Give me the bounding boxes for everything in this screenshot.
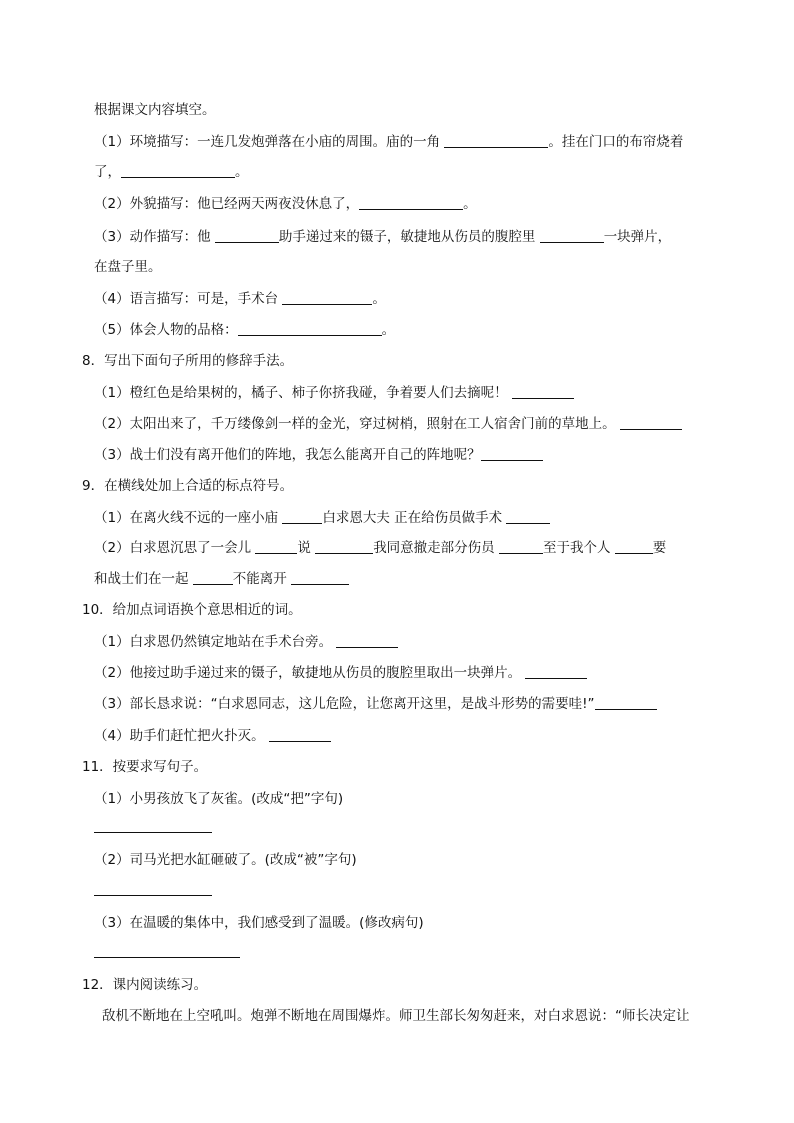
q12-title: 12．课内阅读练习。	[82, 977, 208, 993]
blank[interactable]	[540, 228, 604, 243]
q8-title: 8．写出下面句子所用的修辞手法。	[82, 353, 294, 369]
q7-item-1-cont: 了， 。	[94, 164, 249, 180]
q9-item-2-cont: 和战士们在一起 不能离开	[94, 569, 349, 589]
blank[interactable]	[499, 539, 543, 554]
q10-item-2: （2）他接过助手递过来的镊子，敏捷地从伤员的腹腔里取出一块弹片。	[94, 663, 587, 683]
q10-title: 10．给加点词语换个意思相近的词。	[82, 602, 302, 618]
blank[interactable]	[269, 727, 331, 742]
blank[interactable]	[291, 570, 349, 585]
intro-text: 根据课文内容填空。	[94, 102, 216, 118]
q11-item-1: （1）小男孩放飞了灰雀。(改成“把”字句)	[94, 791, 344, 807]
answer-line[interactable]	[94, 832, 212, 833]
answer-line[interactable]	[94, 895, 212, 896]
answer-line[interactable]	[94, 957, 240, 958]
q12-passage: 敌机不断地在上空吼叫。炮弹不断地在周围爆炸。师卫生部长匆匆赶来，对白求恩说：“师长决定让	[102, 1008, 690, 1024]
q8-item-1: （1）橙红色是给果树的，橘子、柿子你挤我碰，争着要人们去摘呢！	[94, 383, 574, 403]
blank[interactable]	[512, 384, 574, 399]
q10-item-3: （3）部长恳求说：“白求恩同志，这儿危险，让您离开这里，是战斗形势的需要哇!”	[94, 694, 657, 714]
q11-title: 11．按要求写句子。	[82, 759, 208, 775]
blank[interactable]	[193, 570, 233, 585]
blank[interactable]	[238, 321, 382, 336]
blank[interactable]	[615, 539, 653, 554]
q11-item-3: （3）在温暖的集体中，我们感受到了温暖。(修改病句)	[94, 915, 424, 931]
q11-item-2: （2）司马光把水缸砸破了。(改成“被”字句)	[94, 852, 357, 868]
blank[interactable]	[255, 539, 297, 554]
blank[interactable]	[282, 290, 372, 305]
blank[interactable]	[215, 228, 279, 243]
q7-item-5: （5）体会人物的品格： 。	[94, 322, 396, 338]
q9-title: 9．在横线处加上合适的标点符号。	[82, 478, 294, 494]
blank[interactable]	[315, 539, 373, 554]
blank[interactable]	[282, 509, 322, 524]
q7-item-3-cont: 在盘子里。	[94, 259, 162, 275]
blank[interactable]	[444, 133, 548, 148]
q10-item-1: （1）白求恩仍然镇定地站在手术台旁。	[94, 632, 398, 652]
q9-item-2: （2）白求恩沉思了一会儿 说 我同意撤走部分伤员 至于我个人 要	[94, 540, 667, 556]
blank[interactable]	[359, 195, 463, 210]
blank[interactable]	[525, 664, 587, 679]
blank[interactable]	[595, 695, 657, 710]
q8-item-2: （2）太阳出来了，千万缕像剑一样的金光，穿过树梢，照射在工人宿舍门前的草地上。	[94, 414, 682, 434]
q7-item-3: （3）动作描写：他 助手递过来的镊子，敏捷地从伤员的腹腔里 一块弹片，	[94, 229, 672, 245]
q8-item-3: （3）战士们没有离开他们的阵地，我怎么能离开自己的阵地呢？	[94, 445, 543, 465]
q7-item-2: （2）外貌描写：他已经两天两夜没休息了， 。	[94, 196, 477, 212]
blank[interactable]	[620, 415, 682, 430]
blank[interactable]	[481, 446, 543, 461]
q10-item-4: （4）助手们赶忙把火扑灭。	[94, 726, 331, 746]
blank[interactable]	[506, 509, 550, 524]
q9-item-1: （1）在离火线不远的一座小庙 白求恩大夫 正在给伤员做手术	[94, 508, 550, 528]
q7-item-1: （1）环境描写：一连几发炮弹落在小庙的周围。庙的一角 。挂在门口的布帘烧着	[94, 134, 684, 150]
q7-item-4: （4）语言描写：可是，手术台 。	[94, 291, 386, 307]
blank[interactable]	[121, 163, 235, 178]
blank[interactable]	[336, 633, 398, 648]
